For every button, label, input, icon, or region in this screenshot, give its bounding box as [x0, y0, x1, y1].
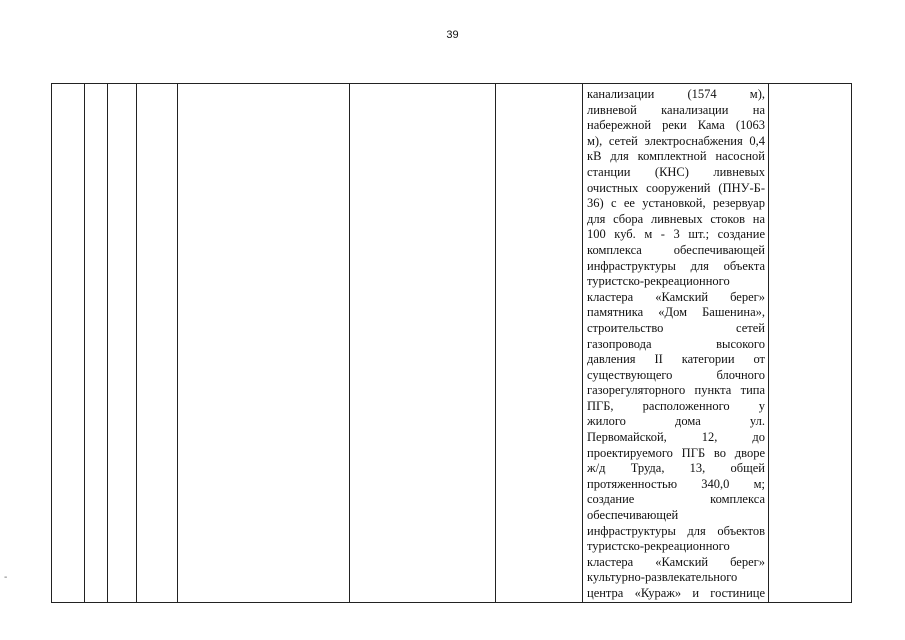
- description-line: проектируемого ПГБ во дворе: [587, 445, 765, 460]
- description-line: инфраструктуры для объектов: [587, 523, 765, 538]
- description-line: кластера «Камский берег»: [587, 289, 765, 304]
- description-line: для сбора ливневых стоков на: [587, 211, 765, 226]
- table-cell-col6: [350, 84, 496, 603]
- description-line: обеспечивающей: [587, 508, 679, 523]
- description-line: кВ для комплектной насосной: [587, 149, 765, 164]
- description-line: строительство сетей: [587, 320, 765, 335]
- table-cell-col1: [52, 84, 85, 603]
- description-line: жилого дома ул.: [587, 414, 765, 429]
- description-line: давления II категории от: [587, 352, 765, 367]
- description-line: памятника «Дом Башенина»,: [587, 305, 765, 320]
- description-line: ж/д Труда, 13, общей: [587, 461, 765, 476]
- description-line: м), сетей электроснабжения 0,4: [587, 133, 765, 148]
- description-line: существующего блочного: [587, 367, 765, 382]
- description-line: протяженностью 340,0 м;: [587, 476, 765, 491]
- scan-margin-mark: -: [4, 572, 8, 583]
- table-cell-col7: [496, 84, 583, 603]
- description-line: Первомайской, 12, до: [587, 430, 765, 445]
- table-cell-col4: [137, 84, 178, 603]
- description-line: набережной реки Кама (1063: [587, 118, 765, 133]
- description-line: ливневой канализации на: [587, 102, 765, 117]
- description-line: инфраструктуры для объекта: [587, 258, 765, 273]
- table-cell-col3: [108, 84, 137, 603]
- table-cell-col5: [178, 84, 350, 603]
- description-line: комплекса обеспечивающей: [587, 242, 765, 257]
- description-line: кластера «Камский берег»: [587, 554, 765, 569]
- description-line: ПГБ, расположенного у: [587, 398, 765, 413]
- table-cell-col2: [85, 84, 108, 603]
- description-line: станции (КНС) ливневых: [587, 164, 765, 179]
- table-row: [52, 84, 852, 603]
- description-line: газорегуляторного пункта типа: [587, 383, 765, 398]
- description-line: 100 куб. м - 3 шт.; создание: [587, 227, 765, 242]
- description-line: канализации (1574 м),: [587, 87, 765, 101]
- description-line: газопровода высокого: [587, 336, 765, 351]
- page-number: 39: [446, 29, 459, 41]
- table-cell-description: [583, 84, 769, 603]
- description-line: туристско-рекреационного: [587, 274, 730, 289]
- continuation-table: [51, 83, 852, 603]
- description-line: туристско-рекреационного: [587, 539, 730, 554]
- description-line: 36) с ее установкой, резервуар: [587, 196, 765, 211]
- description-line: культурно-развлекательного: [587, 570, 738, 585]
- description-line: очистных сооружений (ПНУ-Б-: [587, 180, 765, 195]
- table-cell-col9: [769, 84, 852, 603]
- description-line: создание комплекса: [587, 492, 765, 507]
- description-text: [583, 84, 768, 602]
- description-line: центра «Кураж» и гостинице: [587, 586, 765, 600]
